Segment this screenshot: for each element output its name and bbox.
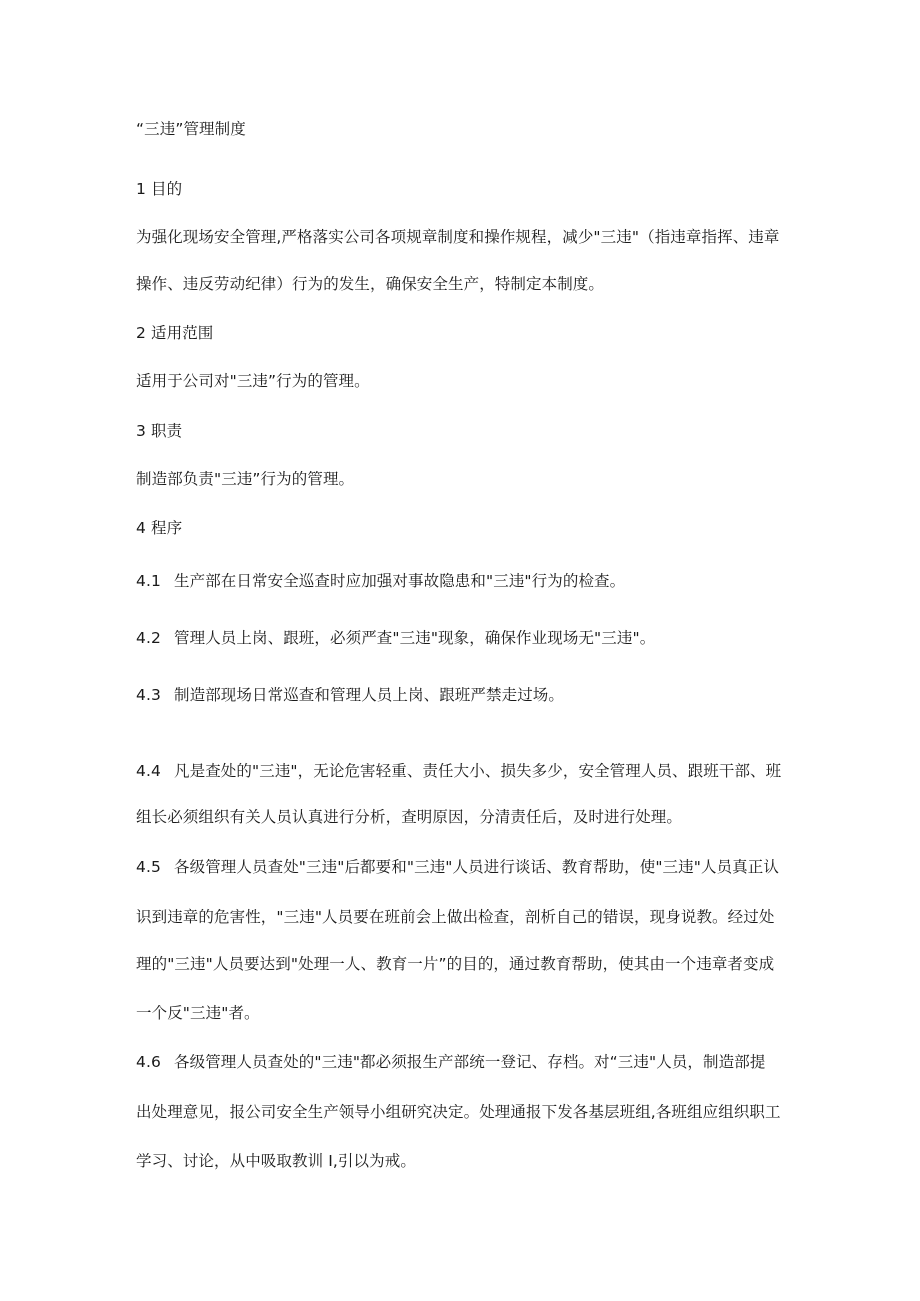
section-heading-purpose: 1 目的 [136,180,183,198]
procedure-item [136,856,779,878]
item-text: 各级管理人员查处的"三违"都必须报生产部统一登记、存档。对“三违"人员，制造部提 [174,1053,766,1071]
item-text: 管理人员上岗、跟班，必须严查"三违"现象，确保作业现场无"三违"。 [174,629,656,647]
section-heading-responsibility: 3 职责 [136,422,183,440]
item-number: 4.3 [136,686,161,704]
document-title: “三违”管理制度 [136,120,246,138]
procedure-item-continuation: 识到违章的危害性，"三违"人员要在班前会上做出检查，剖析自己的错误，现身说教。经过处 [136,908,775,926]
item-text: 制造部现场日常巡查和管理人员上岗、跟班严禁走过场。 [174,686,565,704]
procedure-item [136,760,781,782]
procedure-item-continuation: 组长必须组织有关人员认真进行分析，查明原因，分清责任后，及时进行处理。 [136,808,683,826]
item-text: 各级管理人员查处"三违"后都要和"三违"人员进行谈话、教育帮助，使"三违"人员真正认 [174,858,779,876]
procedure-item [136,1051,765,1073]
item-number: 4.2 [136,629,161,647]
item-text: 生产部在日常安全巡查时应加强对事故隐患和"三违"行为的检查。 [174,572,626,590]
procedure-item-continuation: 一个反"三违"者。 [136,1004,260,1022]
scope-line-1: 适用于公司对"三违”行为的管理。 [136,372,370,390]
section-heading-scope: 2 适用范围 [136,324,214,342]
procedure-item [136,684,564,706]
procedure-item-continuation: 理的"三违"人员要达到"处理一人、教育一片”的目的，通过教育帮助，使其由一个违章者变成 [136,955,775,973]
procedure-item [136,627,655,649]
procedure-item [136,570,625,592]
item-number: 4.4 [136,762,161,780]
item-number: 4.5 [136,858,161,876]
purpose-line-2: 操作、违反劳动纪律）行为的发生，确保安全生产，特制定本制度。 [136,275,605,293]
item-text: 凡是查处的"三违"，无论危害轻重、责任大小、损失多少，安全管理人员、跟班干部、班 [174,762,782,780]
procedure-item-continuation: 学习、讨论，从中吸取教训 I,引以为戒。 [136,1152,416,1170]
item-number: 4.1 [136,572,161,590]
section-heading-procedure: 4 程序 [136,519,183,537]
procedure-item-continuation: 出处理意见，报公司安全生产领导小组研究决定。处理通报下发各基层班组,各班组应组织职工 [136,1103,781,1121]
purpose-line-1: 为强化现场安全管理,严格落实公司各项规章制度和操作规程，减少"三违"（指违章指挥、违章 [136,228,780,246]
responsibility-line-1: 制造部负责"三违”行为的管理。 [136,470,355,488]
item-number: 4.6 [136,1053,161,1071]
